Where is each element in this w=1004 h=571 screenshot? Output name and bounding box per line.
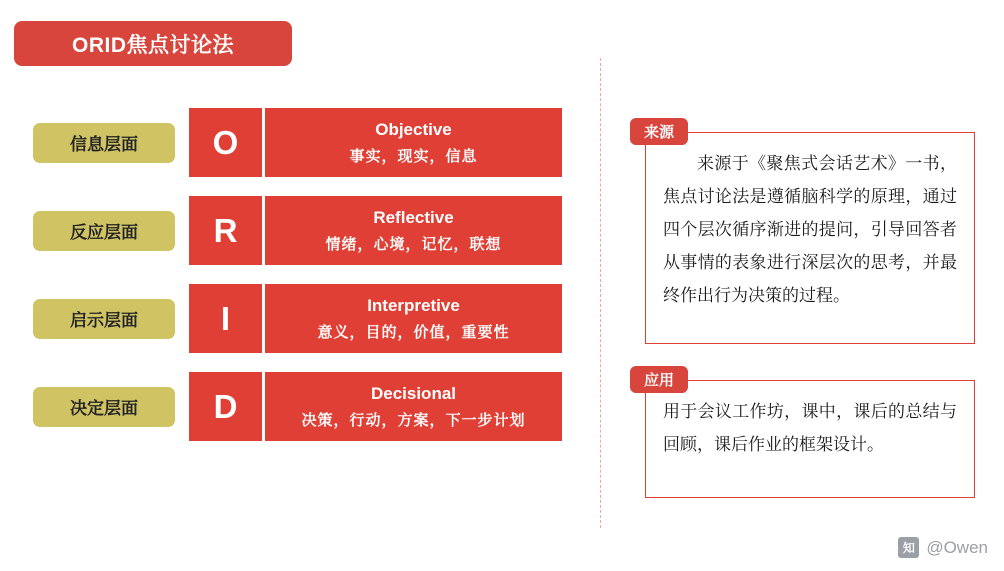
row-spacer — [175, 108, 189, 177]
orid-content — [265, 284, 562, 353]
orid-letter: D — [189, 372, 262, 441]
note-box-source — [645, 132, 975, 344]
page-title — [14, 21, 292, 66]
orid-row — [0, 108, 580, 177]
orid-diagram — [0, 108, 580, 460]
vertical-divider — [600, 58, 601, 528]
orid-content-english: Reflective — [373, 207, 454, 227]
orid-letter: R — [189, 196, 262, 265]
row-spacer — [175, 284, 189, 353]
orid-content-english: Decisional — [370, 383, 457, 403]
row-spacer — [175, 196, 189, 265]
page-title-text: ORID焦点讨论法 — [72, 33, 234, 57]
orid-row — [0, 372, 580, 441]
orid-letter: I — [189, 284, 262, 353]
orid-content-english: Objective — [375, 119, 452, 139]
orid-content-chinese: 事实，现实，信息 — [349, 147, 478, 165]
orid-row — [0, 284, 580, 353]
layer-label: 反应层面 — [33, 211, 175, 251]
note-tag-apply: 应用 — [630, 366, 688, 393]
orid-content — [265, 372, 562, 441]
orid-content — [265, 196, 562, 265]
watermark — [898, 537, 988, 558]
row-spacer — [175, 372, 189, 441]
watermark-text: @Owen — [926, 537, 988, 557]
orid-letter: O — [189, 108, 262, 177]
note-body-apply: 用于会议工作坊，课中，课后的总结与回顾，课后作业的框架设计。 — [663, 402, 957, 454]
orid-content-chinese: 情绪，心境，记忆，联想 — [325, 235, 502, 253]
layer-label: 决定层面 — [33, 387, 175, 427]
note-tag-source: 来源 — [630, 118, 688, 145]
orid-content-chinese: 意义，目的，价值，重要性 — [317, 323, 510, 341]
note-box-apply — [645, 380, 975, 498]
orid-content-chinese: 决策，行动，方案，下一步计划 — [301, 411, 526, 429]
orid-content — [265, 108, 562, 177]
orid-row — [0, 196, 580, 265]
layer-label: 信息层面 — [33, 123, 175, 163]
layer-label: 启示层面 — [33, 299, 175, 339]
zhihu-logo-icon: 知 — [898, 537, 919, 558]
orid-content-english: Interpretive — [367, 295, 460, 315]
note-body-source: 来源于《聚焦式会话艺术》一书，焦点讨论法是遵循脑科学的原理，通过四个层次循序渐进的提问，引导回答者从事情的表象进行深层次的思考，并最终作出行为决策的过程。 — [663, 154, 957, 305]
